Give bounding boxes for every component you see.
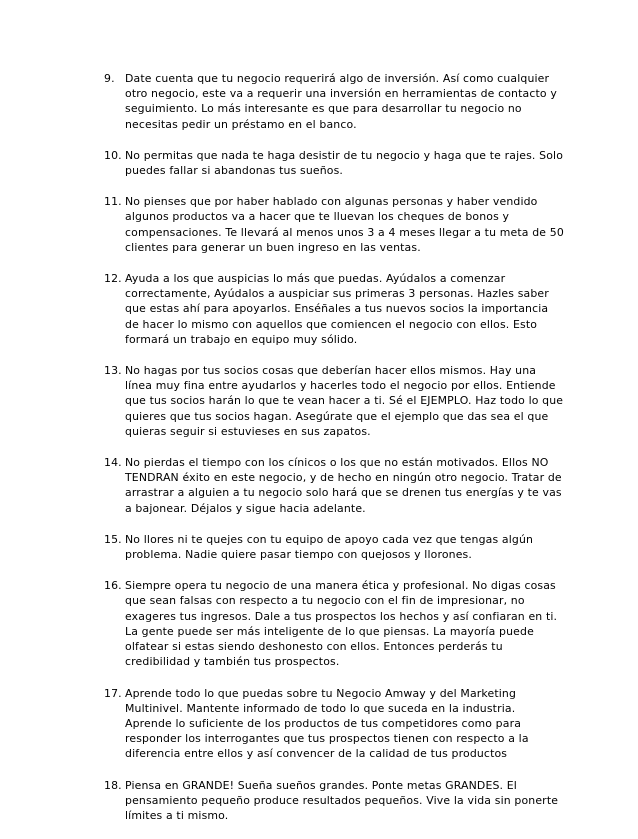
item-number: 16. [104,579,122,593]
item-number: 15. [104,532,122,546]
item-text: Date cuenta que tu negocio requerirá algo de inversión. Así como cualquier otro negocio, este va a requerir una inversión en herramientas de contacto y seguimiento. Lo más interesante es que para desarrollar tu negocio no necesitas pedir un préstamo en el banco. [125,72,557,131]
item-number: 10. [104,148,122,162]
item-text: No llores ni te quejes con tu equipo de apoyo cada vez que tengas algún problema. Nadie quiere pasar tiempo con quejosos y llorones. [125,532,534,562]
list-item [104,455,564,516]
list-item [104,271,564,347]
list-item [104,686,564,762]
item-text: No permitas que nada te haga desistir de tu negocio y haga que te rajes. Solo puedes fallar si abandonas tus sueños. [125,148,564,178]
list-item [104,71,564,132]
item-text: Ayuda a los que auspicias lo más que puedas. Ayúdalos a comenzar correctamente, Ayúdalos a auspiciar sus primeras 3 personas. Hazles saber que estas ahí para apoyarlos. Enséñales a tus nuevos socios la importancia de hacer lo mismo con aquellos que comiencen el negocio con ellos. Esto formará un trabajo en equipo muy sólido. [125,272,549,346]
item-number: 13. [104,364,122,378]
list-item [104,148,564,178]
item-number: 17. [104,686,122,700]
list-item [104,578,564,669]
numbered-list [104,71,564,839]
item-number: 14. [104,456,122,470]
item-number: 12. [104,272,122,286]
list-item [104,778,564,824]
list-item [104,363,564,439]
item-number: 11. [104,195,122,209]
item-text: Aprende todo lo que puedas sobre tu Negocio Amway y del Marketing Multinivel. Mantente informado de todo lo que suceda en la industria. Aprende lo suficiente de los productos de tus competidores como para responder los interrogantes que tus prospectos tienen con respecto a la diferencia entre ellos y así convencer de la calidad de tus productos [125,686,529,761]
item-number: 9. [104,72,115,85]
list-item [104,532,564,562]
item-text: Piensa en GRANDE! Sueña sueños grandes. Ponte metas GRANDES. El pensamiento pequeño produce resultados pequeños. Vive la vida sin ponerte límites a ti mismo. [125,778,559,822]
item-text: No hagas por tus socios cosas que deberían hacer ellos mismos. Hay una línea muy fina entre ayudarlos y hacerles todo el negocio por ellos. Entiende que tus socios harán lo que te vean hacer a ti. Sé el EJEMPLO. Haz todo lo que quieres que tus socios hagan. Asegúrate que el ejemplo que das sea el que quieras seguir si estuvieses en sus zapatos. [125,364,564,438]
list-item [104,194,564,255]
item-text: Siempre opera tu negocio de una manera ética y profesional. No digas cosas que sean falsas con respecto a tu negocio con el fin de impresionar, no exageres tus ingresos. Dale a tus prospectos los hechos y así confiaran en ti. La gente puede ser más inteligente de lo que piensas. La mayoría puede olfatear si estas siendo deshonesto con ellos. Entonces perderás tu credibilidad y también tus prospectos. [125,579,558,669]
item-text: No pienses que por haber hablado con algunas personas y haber vendido algunos productos va a hacer que te lluevan los cheques de bonos y compensaciones. Te llevará al menos unos 3 a 4 meses llegar a tu meta de 50 clientes para generar un buen ingreso en las ventas. [125,195,564,254]
item-number: 18. [104,778,122,792]
item-text: No pierdas el tiempo con los cínicos o los que no están motivados. Ellos NO TENDRAN éxito en este negocio, y de hecho en ningún otro negocio. Tratar de arrastrar a alguien a tu negocio solo hará que se drenen tus energías y te vas a bajonear. Déjalos y sigue hacia adelante. [125,456,562,515]
